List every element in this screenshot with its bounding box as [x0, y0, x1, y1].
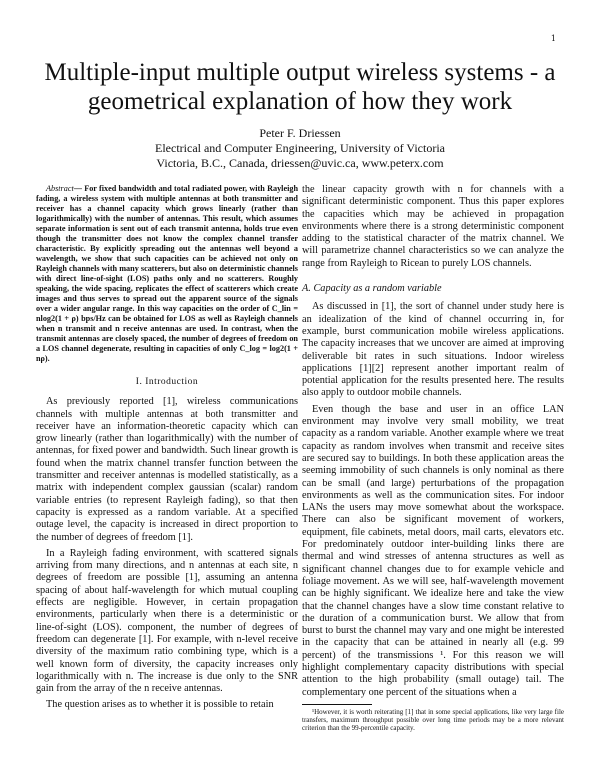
section-heading-introduction: I. Introduction: [135, 377, 199, 387]
abstract-text: For fixed bandwidth and total radiated power, with Rayleigh fading, a wireless system with multiple antennas at both transmitter and receiver has a channel capacity which grows linearly (rather than logarithmically) with the number of antennas. This result, which assumes separate information is sent out of each transmit antenna, holds true even though the transmitter does not know the complex channel transfer characteristic. By explicitly spreading out the antennas well beyond a wavelength, we show that such capacities can be achieved not only on Rayleigh channels with many scatterers, but also on deterministic channels with direct line-of-sight (LOS) paths only and no scatterers. Roughly speaking, the wide spacing, replicates the effect of scatterers which create images and thus serves to spread out the apparent source of the signals over a wider angular range. In this way capacities on the order of C_lin = nlog2(1 + ρ) bps/Hz can be obtained for LOS as well as Rayleigh channels when n transmit and n receive antennas are used. In contrast, when the transmit antennas are closely spaced, the number of degrees of freedom on a LOS channel degenerate, resulting in capacities of only C_log = log2(1 + nρ).: [36, 184, 298, 363]
subsection-a-paragraph-1: As discussed in [1], the sort of channel under study here is an idealization of the kind of channel occurring in, for example, burst communication mobile wireless applications. The capacity increases that we uncover are aimed at improving deliverable bit rates in such situations. Indoor wireless applications [1][2] represent another important realm of potential application for the results presented here. The results also apply to outdoor mobile channels.: [302, 301, 564, 399]
intro-paragraph-3: The question arises as to whether it is possible to retain: [46, 699, 274, 711]
intro-paragraph-1: As previously reported [1], wireless communications channels with multiple antennas at both transmitter and receiver have an information-theoretic capacity which can grow linearly (rather than logarithmically) with the number of antennas, for fixed power and bandwidth. Such linear growth is found when the matrix channel transfer function between the transmitter and receiver antennas is modelled statistically, as a matrix with independent complex gaussian (scalar) random variable entries (to represent Rayleigh fading), so that then capacity is expressed as a random variable. At a specified outage level, the capacity is increased in direct proportion to the number of degrees of freedom [1].: [36, 396, 298, 543]
subsection-heading-a: A. Capacity as a random variable: [302, 283, 442, 295]
abstract: [36, 184, 298, 364]
paper-title: Multiple-input multiple output wireless systems - a geometrical explanation of how they work: [44, 59, 556, 115]
intro-paragraph-2: In a Rayleigh fading environment, with scattered signals arriving from many directions, and n antennas at each site, n degrees of freedom are possible [1], assuming an antenna spacing of about half-wavelength for which mutual coupling effects are negligible. However, in certain propagation environments, particularly when there is a deterministic or line-of-sight (LOS). component, the number of degrees of freedom can degenerate [1]. For example, with n-level receive diversity of the maximum ratio combining type, which is a well known form of diversity, the capacity increases only logarithmically with n. The increase is due only to the SNR gain from the array of the n receive antennas.: [36, 547, 298, 695]
footnote-divider: [302, 704, 372, 705]
abstract-dash: —: [73, 184, 85, 193]
subsection-a-paragraph-2: Even though the base and user in an office LAN environment may involve very small mobility, we treat capacity as a random variable. Another example where we treat capacity as random involves when transmit and receive sites are secured say to buildings. In both these application areas the seeming immobility of such channels is only nominal as there can be small (and large) perturbations of the propagation environments as well as the communication sites. For indoor LANs the users may move somewhat about the workspace. There can also be significant movement of workers, equipment, file cabinets, metal doors, mail carts, elevators etc. For predominately outdoor inter-building links there are thermal and wind stresses of antenna structures as well as significant channel changes due to for example vehicle and foliage movement. As we will see, half-wavelength movement can be highly significant. We idealize here and take the view that the channel changes have a slow time constant relative to the duration of a communication burst. We allow that from burst to burst the channel may vary and one might be interested in the capacity that can be attained in nearly all (e.g. 99 percent) of the transmissions ¹. For this reason we will highlight complementary capacity distributions with special attention to the high probability (small outage) tail. The complementary one percent of the situations when a: [302, 403, 564, 698]
abstract-label: Abstract: [46, 184, 74, 193]
author-block: [30, 126, 570, 171]
intro-continuation: the linear capacity growth with n for channels with a significant deterministic component. Thus this paper explores the capacities which may be achieved in propagation environments where there is a strong deterministic component adding to the statistical character of the matrix channel. We will parametrize channel characteristics so we can analyze the range from Rayleigh to Ricean to purely LOS channels.: [302, 184, 564, 269]
left-column: [36, 184, 298, 712]
author-affiliation: Electrical and Computer Engineering, University of Victoria: [155, 141, 445, 155]
page-number: 1: [550, 34, 556, 43]
author-address: Victoria, B.C., Canada, driessen@uvic.ca, www.peterx.com: [156, 156, 444, 170]
author-name: Peter F. Driessen: [259, 126, 341, 140]
footnote: ¹However, it is worth reiterating [1] that in some special applications, like very large file transfers, maximum throughput possible over long time periods may be a more relevant criterion than the 99-percentile capacity.: [302, 707, 564, 733]
right-column: [302, 184, 564, 733]
